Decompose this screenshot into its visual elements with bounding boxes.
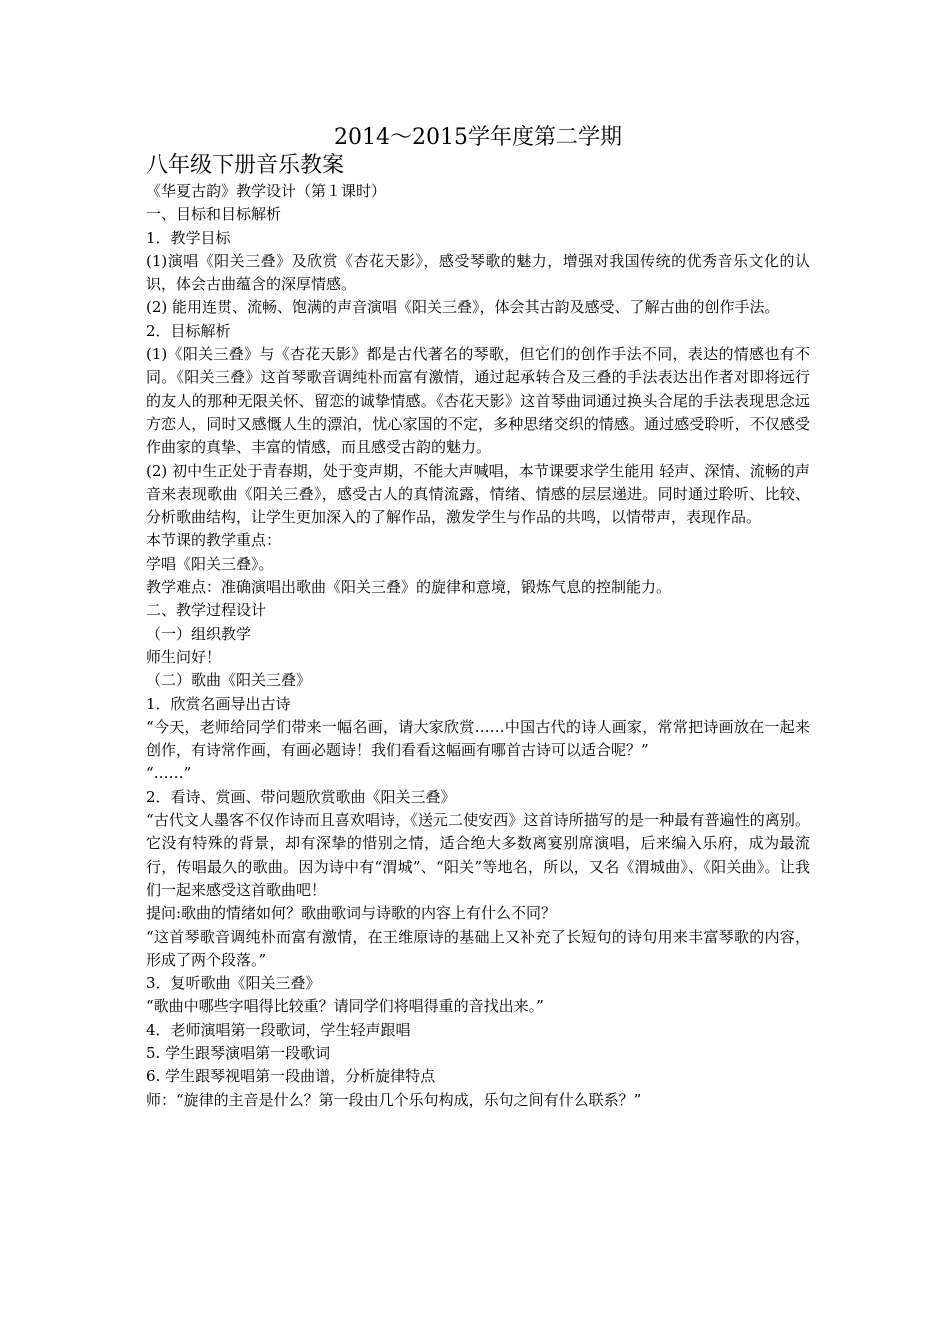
paragraph: （一）组织教学: [146, 624, 252, 643]
document-subtitle: 八年级下册音乐教案: [146, 153, 345, 178]
paragraph: (1)《阳关三叠》与《杏花天影》都是古代著名的琴歌，但它们的创作手法不同，表达的情感也有不同。《阳关三叠》这首琴歌音调纯朴而富有激情，通过起承转合及三叠的手法表达出作者对即将远行的友人的那种无限关怀、留恋的诚挚情感。《杏花天影》这首琴曲词通过换头合尾的手法表现思念远方恋人，同时又感慨人生的漂泊，忧心家国的不定，多种思绪交织的情感。通过感受聆听，不仅感受作曲家的真挚、丰富的情感，而且感受古韵的魅力。: [146, 345, 810, 457]
lesson-design-title: 《华夏古韵》教学设计（第１课时）: [146, 182, 387, 200]
paragraph: (2) 能用连贯、流畅、饱满的声音演唱《阳关三叠》，体会其古韵及感受、了解古曲的创作手法。: [146, 298, 780, 317]
section-heading-process: 二、教学过程设计: [146, 601, 267, 620]
subheading-teaching-goals: 1．教学目标: [146, 228, 231, 247]
paragraph: “……”: [146, 764, 192, 783]
paragraph: “这首琴歌音调纯朴而富有激情，在王维原诗的基础上又补充了长短句的诗句用来丰富琴歌的内容，形成了两个段落。”: [146, 927, 810, 969]
paragraph: 提问:歌曲的情绪如何？歌曲歌词与诗歌的内容上有什么不同？: [146, 904, 557, 923]
paragraph: 3．复听歌曲《阳关三叠》: [146, 974, 321, 993]
paragraph: “歌曲中哪些字唱得比较重？请同学们将唱得重的音找出来。”: [146, 997, 544, 1016]
section-heading-goals: 一、目标和目标解析: [146, 205, 282, 224]
paragraph: 本节课的教学重点：: [146, 531, 282, 550]
paragraph: （二）歌曲《阳关三叠》: [146, 671, 312, 690]
document-page: [146, 124, 810, 1112]
paragraph: 1．欣赏名画导出古诗: [146, 694, 291, 713]
subheading-goal-analysis: 2．目标解析: [146, 321, 231, 340]
paragraph: “今天，老师给同学们带来一幅名画，请大家欣赏……中国古代的诗人画家，常常把诗画放在一起来创作，有诗常作画，有画必题诗！我们看看这幅画有哪首古诗可以适合呢？”: [146, 717, 810, 760]
document-title: 2014～2015学年度第二学期: [334, 125, 622, 150]
paragraph: 5. 学生跟琴演唱第一段歌词: [146, 1043, 331, 1062]
document-body: [146, 180, 810, 1112]
paragraph: 6. 学生跟琴视唱第一段曲谱，分析旋律特点: [146, 1067, 436, 1086]
paragraph: (1)演唱《阳关三叠》及欣赏《杏花天影》，感受琴歌的魅力，增强对我国传统的优秀音乐文化的认识，体会古曲蕴含的深厚情感。: [146, 251, 810, 294]
paragraph: “古代文人墨客不仅作诗而且喜欢唱诗，《送元二使安西》这首诗所描写的是一种最有普遍性的离别。它没有特殊的背景，却有深挚的惜别之情，适合绝大多数离宴别席演唱，后来编入乐府，成为最流行，传唱最久的歌曲。因为诗中有“渭城”、“阳关”等地名，所以，又名《渭城曲》、《阳关曲》。让我们一起来感受这首歌曲吧！: [146, 811, 810, 899]
paragraph: 师：“旋律的主音是什么？第一段由几个乐句构成，乐句之间有什么联系？”: [146, 1090, 642, 1109]
paragraph: 师生问好！: [146, 647, 222, 666]
paragraph: 4．老师演唱第一段歌词，学生轻声跟唱: [146, 1020, 411, 1039]
paragraph: 2．看诗、赏画、带问题欣赏歌曲《阳关三叠》: [146, 787, 456, 806]
paragraph: 学唱《阳关三叠》。: [146, 554, 274, 573]
paragraph: (2) 初中生正处于青春期，处于变声期，不能大声喊唱，本节课要求学生能用 轻声、深情、流畅的声音来表现歌曲《阳关三叠》，感受古人的真情流露，情绪、情感的层层递进。同时通过聆听、比较、分析歌曲结构，让学生更加深入的了解作品，激发学生与作品的共鸣，以情带声，表现作品。: [146, 461, 810, 527]
paragraph: 教学难点：准确演唱出歌曲《阳关三叠》的旋律和意境，锻炼气息的控制能力。: [146, 578, 672, 597]
